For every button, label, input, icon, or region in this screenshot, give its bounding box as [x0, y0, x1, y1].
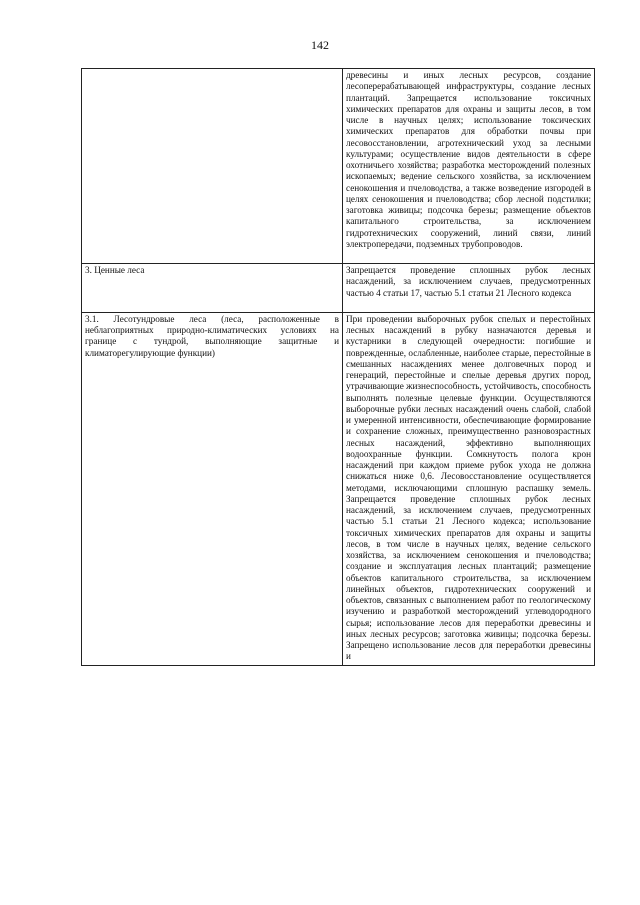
table-row [82, 264, 595, 313]
page-number: 142 [311, 38, 329, 52]
table-cell-regulations: При проведении выборочных рубок спелых и перестойных лесных насаждений в рубку назначаются деревья и кустарники в следующей очередности: погибшие и поврежденные, ослабленные, наиболее старые, перестойные в смешанных насаждениях менее долговечных пород и генераций, перестойные и спелые деревья других пород, утрачивающие жизнеспособность, устойчивость, способность выполнять полезные целевые функции. Осуществляются выборочные рубки лесных насаждений очень слабой, слабой и умеренной интенсивности, обеспечивающие формирование и сохранение сложных, преимущественно разновозрастных лесных насаждений, эффективно выполняющих водоохранные функции. Сомкнутость полога крон насаждений при каждом приеме рубок ухода не должна снижаться ниже 0,6. Лесовосстановление осуществляется методами, исключающими сплошную распашку земель. Запрещается проведение сплошных рубок лесных насаждений, за исключением случаев, предусмотренных частью 5.1 статьи 21 Лесного кодекса; использование токсичных химических препаратов для охраны и защиты лесов, в том числе в научных целях, ведение сельского хозяйства, за исключением сенокошения и пчеловодства; создание и эксплуатация лесных плантаций; размещение объектов капитального строительства, за исключением линейных объектов, гидротехнических сооружений и объектов, связанных с выполнением работ по геологическому изучению и разработкой месторождений углеводородного сырья; использование лесов для переработки древесины и иных лесных ресурсов; заготовка живицы; подсочка березы. Запрещено использование лесов для переработки древесины и [343, 312, 595, 665]
regulation-table [81, 68, 595, 666]
table-cell-regulations: Запрещается проведение сплошных рубок лесных насаждений, за исключением случаев, предусмотренных частью 4 статьи 17, частью 5.1 статьи 21 Лесного кодекса [343, 264, 595, 313]
table-row [82, 69, 595, 264]
table-cell-category: 3.1. Лесотундровые леса (леса, расположенные в неблагоприятных природно-климатических условиях на границе с тундрой, выполняющие защитные и климаторегулирующие функции) [82, 312, 343, 665]
table-cell-regulations: древесины и иных лесных ресурсов, создание лесоперерабатывающей инфраструктуры, создание лесных плантаций. Запрещается использование токсичных химических препаратов для охраны и защиты лесов, в том числе в научных целях; использование токсических химических препаратов для обработки почвы при лесовосстановлении, агротехнический уход за лесными культурами; осуществление видов деятельности в сфере охотничьего хозяйства; разработка месторождений полезных ископаемых; ведение сельского хозяйства, за исключением сенокошения и пчеловодства, а также возведение изгородей в целях сенокошения и пчеловодства; сбор лесной подстилки; заготовка живицы; подсочка березы; размещение объектов капитального строительства, за исключением гидротехнических сооружений, линий связи, линий электропередачи, подземных трубопроводов. [343, 69, 595, 264]
table-row [82, 312, 595, 665]
table-cell-category [82, 69, 343, 264]
table-cell-category: 3. Ценные леса [82, 264, 343, 313]
